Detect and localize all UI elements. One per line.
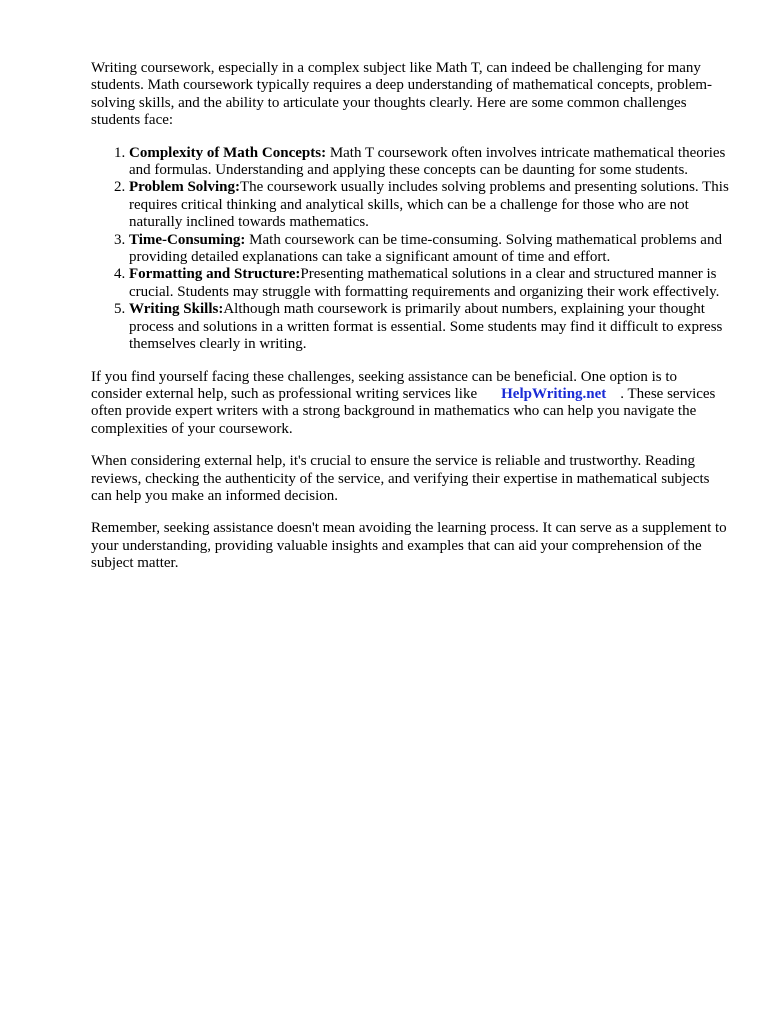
- challenge-term: Time-Consuming:: [129, 231, 246, 248]
- challenge-term: Formatting and Structure:: [129, 266, 301, 283]
- closing-paragraph: Remember, seeking assistance doesn't mean avoiding the learning process. It can serve as a supplement to your understanding, providing valuable insights and examples that can aid your comprehension of the subject matter.: [91, 520, 727, 572]
- challenge-item: [129, 301, 731, 353]
- help-paragraph: [91, 369, 731, 439]
- challenge-text: Presenting mathematical solutions in a clear and structured manner is crucial. Students may struggle with formatting requirements and organizing their work effectively.: [129, 266, 720, 300]
- challenge-item: [129, 232, 731, 267]
- challenge-text: The coursework usually includes solving problems and presenting solutions. This requires critical thinking and analytical skills, which can be a challenge for those who are not naturally inclined towards mathematics.: [129, 179, 729, 231]
- intro-paragraph: Writing coursework, especially in a complex subject like Math T, can indeed be challenging for many students. Math coursework typically requires a deep understanding of mathematical concepts, problem-solving skills, and the ability to articulate your thoughts clearly. Here are some common challenges students face:: [91, 60, 713, 129]
- reliability-paragraph: When considering external help, it's crucial to ensure the service is reliable and trustworthy. Reading reviews, checking the authenticity of the service, and verifying their expertise in mathematical subjects can help you make an informed decision.: [91, 453, 710, 504]
- challenge-term: Complexity of Math Concepts:: [129, 144, 327, 161]
- document-body: [91, 60, 731, 588]
- challenge-item: [129, 179, 731, 231]
- challenge-text: Math coursework can be time-consuming. Solving mathematical problems and providing detailed explanations can take a significant amount of time and effort.: [129, 231, 722, 266]
- challenge-item: [129, 145, 731, 180]
- challenge-text: Math T coursework often involves intricate mathematical theories and formulas. Understanding and applying these concepts can be daunting for some students.: [129, 144, 726, 179]
- help-paragraph-lead: If you find yourself facing these challenges, seeking assistance can be beneficial. One option is to consider external help, such as professional writing services like: [91, 368, 678, 402]
- challenge-term: Writing Skills:: [129, 301, 224, 318]
- help-paragraph-tail: . These services often provide expert writers with a strong background in mathematics who can help you navigate the complexities of your coursework.: [91, 385, 716, 437]
- challenge-term: Problem Solving:: [129, 179, 240, 196]
- helpwriting-link[interactable]: HelpWriting.net: [501, 385, 607, 402]
- challenges-list: [91, 145, 731, 354]
- challenge-item: [129, 266, 731, 301]
- challenge-text: Although math coursework is primarily about numbers, explaining your thought process and solutions in a written format is essential. Some students may find it difficult to express themselves clearly in writing.: [129, 301, 723, 353]
